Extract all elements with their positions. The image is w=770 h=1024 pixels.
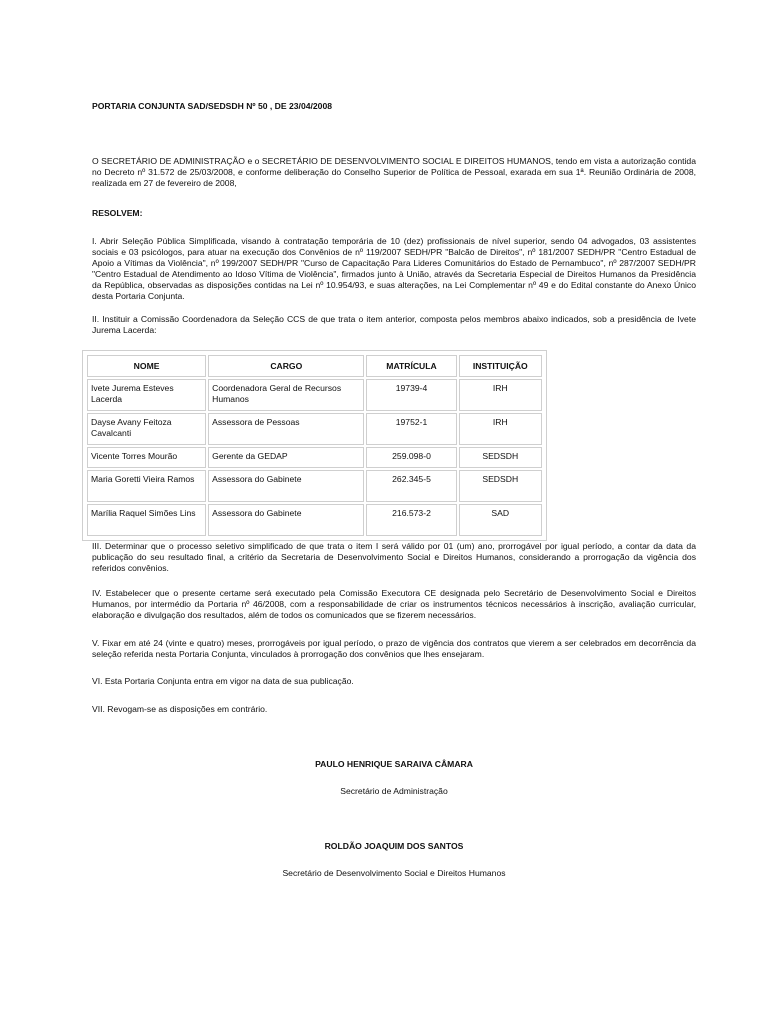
commission-table [85, 353, 544, 538]
cell-nome: Maria Goretti Vieira Ramos [87, 470, 206, 502]
resolvem-heading: RESOLVEM: [92, 208, 143, 218]
cell-instituicao: SAD [459, 504, 542, 536]
item-7-paragraph: VII. Revogam-se as disposições em contrário. [92, 704, 268, 714]
header-cargo: CARGO [208, 355, 364, 377]
cell-cargo: Assessora do Gabinete [208, 470, 364, 502]
cell-cargo: Coordenadora Geral de Recursos Humanos [208, 379, 364, 411]
cell-cargo: Assessora de Pessoas [208, 413, 364, 445]
cell-matricula: 216.573-2 [366, 504, 456, 536]
document-title: PORTARIA CONJUNTA SAD/SEDSDH Nº 50 , DE 23/04/2008 [92, 101, 333, 111]
cell-instituicao: IRH [459, 413, 542, 445]
item-5-paragraph: V. Fixar em até 24 (vinte e quatro) meses, prorrogáveis por igual período, o prazo de vigência dos contratos que vierem a ser celebrados em decorrência da seleção referida nesta Portaria Conjunta, vinculados à prorrogação dos convênios que lhes ensejaram. [92, 638, 696, 659]
header-nome: NOME [87, 355, 206, 377]
table-row [87, 504, 542, 536]
cell-nome: Ivete Jurema Esteves Lacerda [87, 379, 206, 411]
cell-nome: Dayse Avany Feitoza Cavalcanti [87, 413, 206, 445]
item-3-paragraph: III. Determinar que o processo seletivo simplificado de que trata o item I será válido por 01 (um) ano, prorrogável por igual período, a contar da data da publicação do seu resultado final, a critério da Secretaria de Desenvolvimento Social e Direitos Humanos, considerando a prorrogação da vigência dos referidos convênios. [92, 541, 696, 573]
signature-name-1: PAULO HENRIQUE SARAIVA CÂMARA [315, 759, 473, 769]
table-row [87, 447, 542, 468]
cell-cargo: Gerente da GEDAP [208, 447, 364, 468]
signature-name-2: ROLDÃO JOAQUIM DOS SANTOS [324, 841, 464, 851]
item-1-paragraph: I. Abrir Seleção Pública Simplificada, visando à contratação temporária de 10 (dez) profissionais de nível superior, sendo 04 advogados, 03 assistentes sociais e 03 psicólogos, para atuar na execução dos Convênios de nº 119/2007 SEDH/PR "Balcão de Direitos", nº 181/2007 SEDH/PR "Centro Estadual de Apoio a Vítimas da Violência", nº 199/2007 SEDH/PR "Curso de Capacitação Para Lideres Comunitários do Estado de Pernambuco", nº 287/2007 SEDH/PR "Centro Estadual de Atendimento ao Idoso Vítima de Violência", firmados junto à União, através da Secretaria Especial de Direitos Humanos da Presidência da República, observadas as disposições contidas na Lei nº 10.954/93, e suas alterações, na Lei Complementar nº 49 e do Edital constante do Anexo Único desta Portaria Conjunta. [92, 236, 696, 301]
table-row [87, 413, 542, 445]
cell-instituicao: SEDSDH [459, 447, 542, 468]
cell-nome: Vicente Torres Mourão [87, 447, 206, 468]
cell-cargo: Assessora do Gabinete [208, 504, 364, 536]
item-4-paragraph: IV. Estabelecer que o presente certame será executado pela Comissão Executora CE designada pelo Secretário de Desenvolvimento Social e Direitos Humanos, por intermédio da Portaria nº 46/2008, com a responsabilidade de criar os instrumentos técnicos necessários à inscrição, avaliação curricular, elaboração e divulgação dos resultados, além de todos os comunicados que se fizerem necessários. [92, 588, 696, 620]
cell-matricula: 19739-4 [366, 379, 456, 411]
signature-role-2: Secretário de Desenvolvimento Social e Direitos Humanos [282, 868, 506, 878]
signature-role-1: Secretário de Administração [340, 786, 448, 796]
item-2-paragraph: II. Instituir a Comissão Coordenadora da Seleção CCS de que trata o item anterior, composta pelos membros abaixo indicados, sob a presidência de Ivete Jurema Lacerda: [92, 314, 696, 335]
cell-matricula: 259.098-0 [366, 447, 456, 468]
table-header-row [87, 355, 542, 377]
header-instituicao: INSTITUIÇÃO [459, 355, 542, 377]
table-row [87, 379, 542, 411]
cell-instituicao: SEDSDH [459, 470, 542, 502]
cell-instituicao: IRH [459, 379, 542, 411]
item-6-paragraph: VI. Esta Portaria Conjunta entra em vigor na data de sua publicação. [92, 676, 354, 686]
preamble-paragraph: O SECRETÁRIO DE ADMINISTRAÇÃO e o SECRETÁRIO DE DESENVOLVIMENTO SOCIAL E DIREITOS HUMANOS, tendo em vista a autorização contida no Decreto nº 31.572 de 25/03/2008, e conforme deliberação do Conselho Superior de Política de Pessoal, exarada em sua 1ª. Reunião Ordinária de 2008, realizada em 27 de fevereiro de 2008, [92, 156, 696, 188]
cell-matricula: 19752-1 [366, 413, 456, 445]
cell-nome: Marília Raquel Simões Lins [87, 504, 206, 536]
cell-matricula: 262.345-5 [366, 470, 456, 502]
table-row [87, 470, 542, 502]
commission-table-frame [82, 350, 547, 541]
header-matricula: MATRÍCULA [366, 355, 456, 377]
